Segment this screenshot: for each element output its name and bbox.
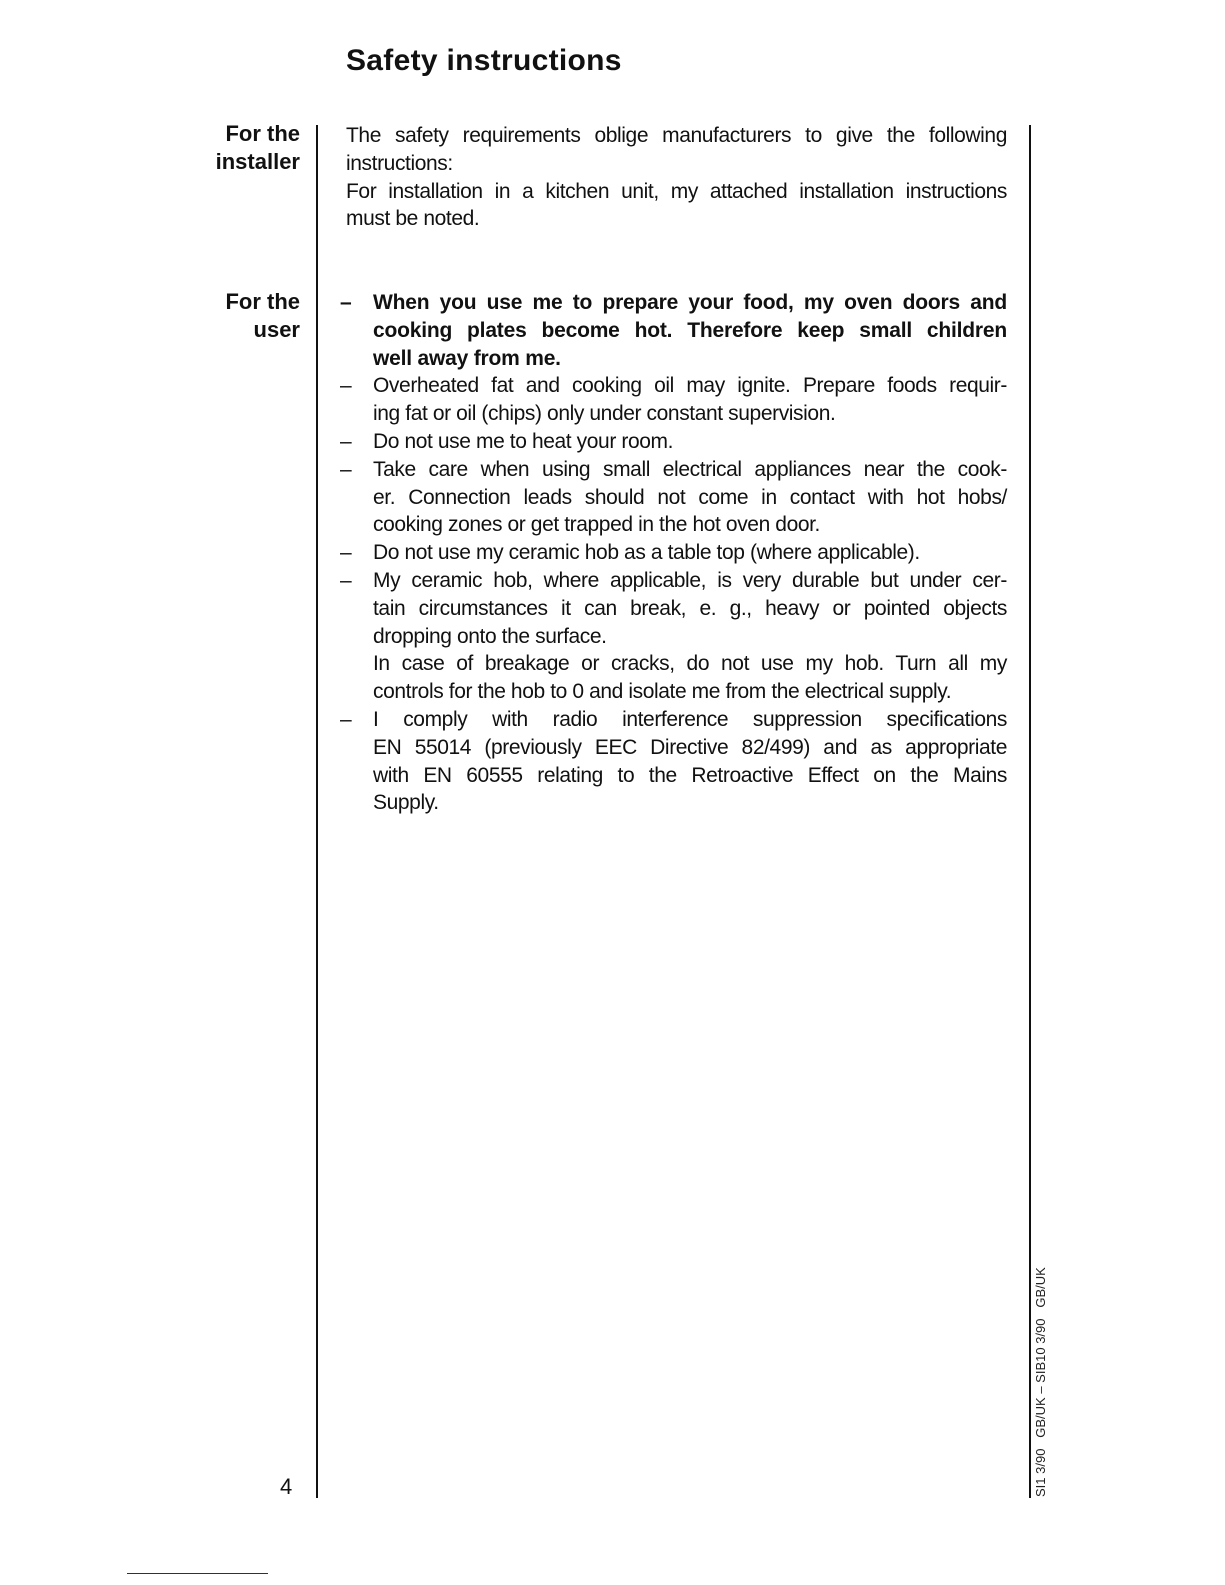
text-line: Do not use my ceramic hob as a table top (where applicable). bbox=[373, 541, 920, 565]
text-line: cooking plates become hot. Therefore keep small children bbox=[373, 318, 1007, 342]
dash-bullet: – bbox=[340, 457, 352, 481]
label-line: For the bbox=[225, 289, 300, 314]
text-line: cooking zones or get trapped in the hot oven door. bbox=[373, 513, 820, 537]
page-number: 4 bbox=[280, 1474, 293, 1499]
document-code: SI1 3/90 GB/UK – SIB10 3/90 GB/UK bbox=[1033, 1267, 1048, 1497]
list-item bbox=[340, 372, 1007, 428]
text-line: I comply with radio interference suppression specifications bbox=[373, 707, 1007, 731]
list-item bbox=[340, 539, 1007, 567]
text-line: Supply. bbox=[373, 791, 439, 815]
text-line: with EN 60555 relating to the Retroactive Effect on the Mains bbox=[373, 763, 1007, 787]
text-line: ing fat or oil (chips) only under constant supervision. bbox=[373, 402, 836, 426]
text-line: tain circumstances it can break, e. g., heavy or pointed objects bbox=[373, 596, 1007, 620]
text-line: instructions: bbox=[346, 151, 453, 175]
list-item bbox=[340, 567, 1007, 706]
label-line: For the bbox=[225, 121, 300, 146]
text-line: The safety requirements oblige manufacturers to give the following bbox=[346, 124, 1007, 147]
link-underline[interactable] bbox=[127, 1573, 268, 1574]
text-line: In case of breakage or cracks, do not use my hob. Turn all my bbox=[373, 652, 1007, 676]
side-label-user bbox=[225, 288, 300, 344]
list-item bbox=[340, 428, 1007, 456]
label-line: user bbox=[253, 317, 300, 342]
list-item bbox=[340, 456, 1007, 539]
side-label-installer bbox=[216, 120, 300, 176]
text-line: er. Connection leads should not come in contact with hot hobs/ bbox=[373, 485, 1007, 509]
dash-bullet: – bbox=[340, 541, 352, 565]
dash-bullet: – bbox=[340, 429, 352, 453]
text-line: Overheated fat and cooking oil may ignite. Prepare foods requir- bbox=[373, 374, 1007, 398]
list-item bbox=[340, 706, 1007, 817]
user-instructions bbox=[340, 289, 1007, 817]
dash-bullet: – bbox=[340, 374, 352, 398]
text-line: My ceramic hob, where applicable, is very durable but under cer- bbox=[373, 568, 1007, 592]
text-line: Take care when using small electrical appliances near the cook- bbox=[373, 457, 1007, 481]
text-line: For installation in a kitchen unit, my attached installation instructions bbox=[346, 179, 1007, 203]
text-line: must be noted. bbox=[346, 207, 480, 231]
text-line: Do not use me to heat your room. bbox=[373, 429, 674, 453]
left-margin-rule bbox=[316, 125, 318, 1498]
dash-bullet: – bbox=[340, 568, 352, 592]
text-line: When you use me to prepare your food, my oven doors and bbox=[373, 291, 1007, 314]
text-line: dropping onto the surface. bbox=[373, 624, 607, 648]
text-line: EN 55014 (previously EEC Directive 82/499) and as appropriate bbox=[373, 735, 1007, 759]
page-title: Safety instructions bbox=[346, 44, 622, 77]
dash-bullet: – bbox=[340, 291, 352, 314]
installer-instructions bbox=[346, 122, 1007, 233]
list-item bbox=[340, 289, 1007, 372]
text-line: well away from me. bbox=[373, 346, 561, 370]
dash-bullet: – bbox=[340, 707, 352, 731]
text-line: controls for the hob to 0 and isolate me from the electrical supply. bbox=[373, 680, 952, 704]
label-line: installer bbox=[215, 149, 300, 174]
right-margin-rule bbox=[1029, 125, 1031, 1498]
